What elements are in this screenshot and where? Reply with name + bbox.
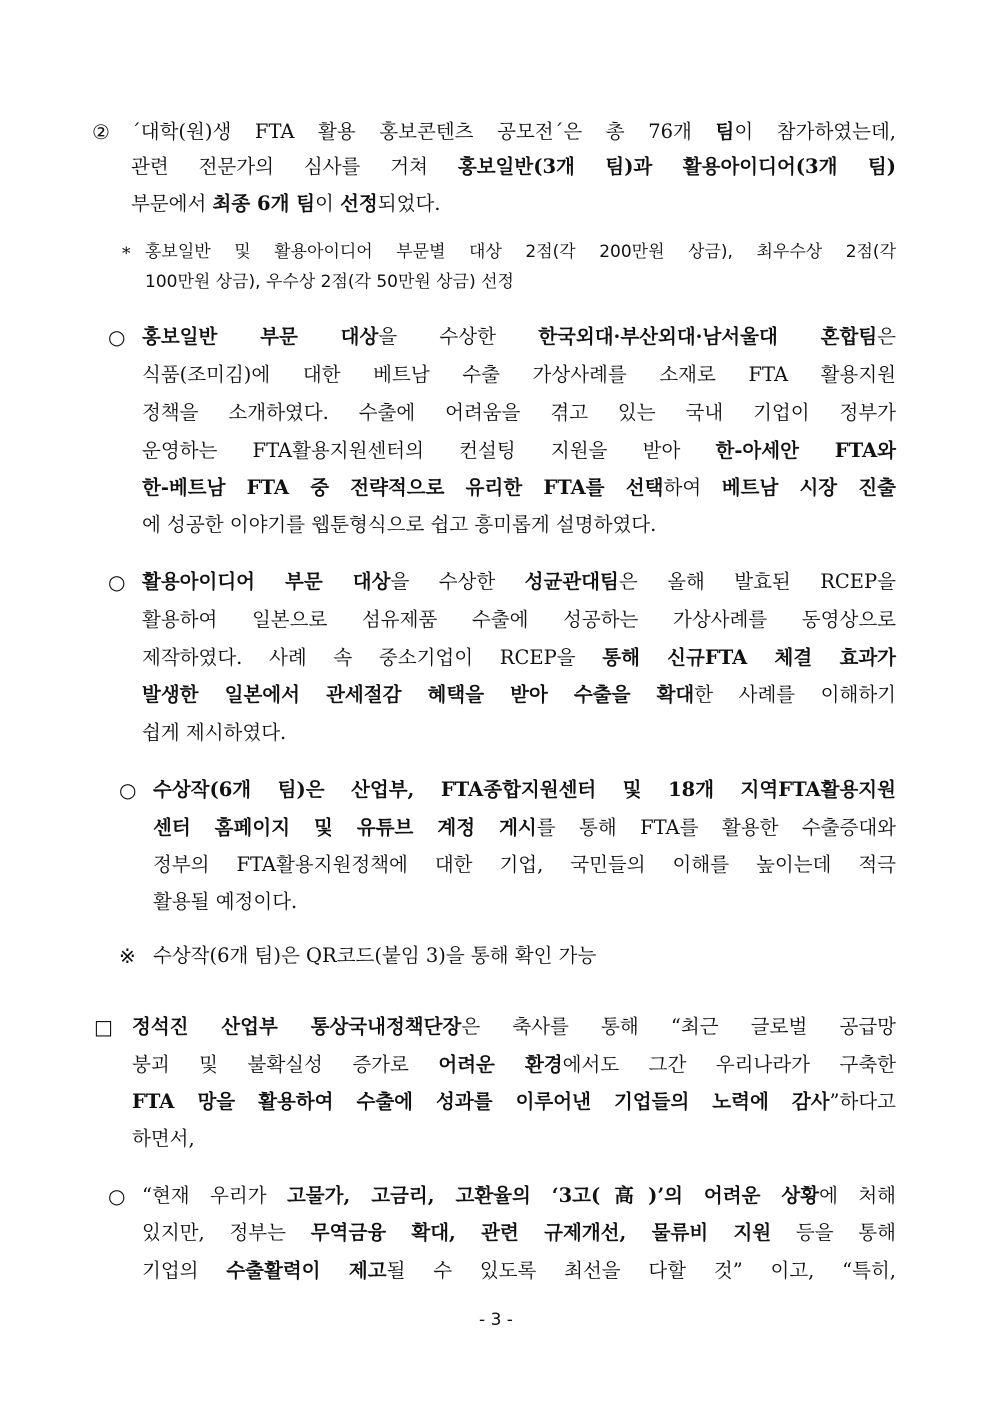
text-run: “현재 우리가: [142, 1184, 287, 1207]
item-2-line-3: [131, 189, 896, 219]
text-run: 있지만, 정부는: [142, 1221, 311, 1244]
text-run: 센터 홈페이지 및 유튜브 계정 게시: [153, 816, 537, 839]
text-run: 한-아세안 FTA와: [715, 439, 896, 462]
text-run: 팀: [715, 120, 735, 143]
text-run: 에서도 그간 우리나라가 구축한: [562, 1053, 897, 1076]
text-run: 활용아이디어 부문 대상: [142, 570, 391, 593]
text-run: 되었다.: [377, 192, 441, 215]
text-run: 은 올해 발효된 RCEP을: [618, 570, 896, 593]
text-run: 에 처해: [819, 1184, 896, 1207]
bullet-1-line-5: [142, 473, 896, 503]
reference-line-1: [153, 941, 896, 971]
text-run: 붕괴 및 불확실성 증가로: [132, 1053, 439, 1076]
text-run: 한국외대·부산외대·남서울대 혼합팀: [538, 325, 878, 348]
text-run: 에 성공한 이야기를 웹툰형식으로 쉽고 흥미롭게 설명하였다.: [142, 513, 657, 536]
text-run: 제작하였다. 사례 속 중소기업이 RCEP을: [142, 646, 603, 669]
section-line-1: [132, 1012, 896, 1042]
bullet-4-line-3: [142, 1256, 896, 1286]
text-run: 을 수상한: [390, 570, 525, 593]
bullet-3-line-1: [153, 775, 896, 805]
text-run: 을 수상한: [378, 325, 539, 348]
text-run: 성균관대팀: [524, 570, 619, 593]
section-line-3: [132, 1087, 896, 1117]
text-run: 홍보일반 부문 대상: [142, 325, 379, 348]
item-2-line-2: [131, 152, 896, 182]
text-run: 은 축사를 통해 “최근 글로벌 공급망: [461, 1015, 897, 1038]
text-run: 하여: [663, 476, 722, 499]
bullet-2-line-2: [142, 605, 896, 635]
text-run: 어려운 환경: [438, 1053, 563, 1076]
text-run: 한 사례를 이해하기: [694, 683, 897, 706]
page-number: - 3 -: [479, 1310, 513, 1330]
text-run: 수출활력이 제고: [226, 1259, 387, 1282]
text-run: 수상작(6개 팀)은 QR코드(붙임 3)을 통해 확인 가능: [153, 944, 597, 967]
footnote-marker: *: [122, 244, 131, 264]
bullet-2-line-5: [142, 718, 896, 748]
text-run: 베트남 시장 진출: [721, 476, 897, 499]
bullet-1-line-6: [142, 510, 896, 540]
bullet-1-line-4: [142, 436, 896, 466]
text-run: 홍보일반(3개 팀)과 활용아이디어(3개 팀): [457, 155, 896, 178]
bullet-1-line-1: [142, 322, 896, 352]
text-run: 정석진 산업부 통상국내정책단장: [132, 1015, 462, 1038]
section-marker: □: [94, 1015, 113, 1039]
text-run: 부문에서: [131, 192, 213, 215]
text-run: 등을 통해: [771, 1221, 896, 1244]
bullet-3-line-3: [153, 850, 896, 880]
text-run: 은: [877, 325, 896, 348]
text-run: 활용될 예정이다.: [153, 890, 298, 913]
text-run: 쉽게 제시하였다.: [142, 721, 287, 744]
section-line-2: [132, 1050, 896, 1080]
bullet-3-marker: ○: [119, 778, 137, 802]
bullet-4-marker: ○: [108, 1184, 126, 1208]
text-run: 통해 신규FTA 체결 효과가: [602, 646, 896, 669]
text-run: 정부의 FTA활용지원정책에 대한 기업, 국민들의 이해를 높이는데 적극: [153, 853, 896, 876]
text-run: 하면서,: [132, 1127, 195, 1150]
bullet-2-line-3: [142, 643, 896, 673]
bullet-2-line-4: [142, 680, 896, 710]
text-run: FTA 망을 활용하여 수출에 성과를 이루어낸 기업들의 노력에 감사: [132, 1090, 830, 1113]
text-run: 선정: [340, 192, 378, 215]
text-run: 를 통해 FTA를 활용한 수출증대와: [536, 816, 897, 839]
text-run: 운영하는 FTA활용지원센터의 컨설팅 지원을 받아: [142, 439, 716, 462]
text-run: 이: [315, 192, 341, 215]
text-run: 고물가, 고금리, 고환율의 ‘3고(高)’의 어려운 상황: [286, 1184, 820, 1207]
bullet-3-line-2: [153, 813, 896, 843]
bullet-4-line-2: [142, 1218, 896, 1248]
bullet-1-marker: ○: [108, 325, 126, 349]
bullet-3-line-4: [153, 887, 896, 917]
text-run: 한-베트남 FTA 중 전략적으로 유리한 FTA를 선택: [142, 476, 664, 499]
text-run: ´대학(원)생 FTA 활용 홍보콘텐츠 공모전´은 총 76개: [131, 120, 716, 143]
bullet-4-line-1: [142, 1181, 896, 1211]
text-run: 최종 6개 팀: [212, 192, 316, 215]
bullet-1-line-3: [142, 398, 896, 428]
text-run: 식품(조미김)에 대한 베트남 수출 가상사례를 소재로 FTA 활용지원: [142, 363, 896, 386]
reference-marker: ※: [119, 944, 136, 968]
text-run: 기업의: [142, 1259, 227, 1282]
bullet-2-line-1: [142, 567, 896, 597]
item-2-line-1: [131, 117, 896, 147]
section-line-4: [132, 1124, 896, 1154]
text-run: 관련 전문가의 심사를 거쳐: [131, 155, 458, 178]
text-run: 활용하여 일본으로 섬유제품 수출에 성공하는 가상사례를 동영상으로: [142, 608, 896, 631]
text-run: ”하다고: [829, 1090, 896, 1113]
footnote-line-1: 홍보일반 및 활용아이디어 부문별 대상 2점(각 200만원 상금), 최우수상 2점(각: [145, 242, 896, 262]
text-run: 정책을 소개하였다. 수출에 어려움을 겪고 있는 국내 기업이 정부가: [142, 401, 896, 424]
text-run: 수상작(6개 팀)은 산업부, FTA종합지원센터 및 18개 지역FTA활용지원: [153, 778, 896, 801]
footnote-line-2: 100만원 상금), 우수상 2점(각 50만원 상금) 선정: [145, 272, 514, 292]
bullet-2-marker: ○: [108, 570, 126, 594]
text-run: 될 수 있도록 최선을 다할 것” 이고, “특히,: [386, 1259, 896, 1282]
item-2-marker: ②: [92, 120, 110, 144]
text-run: 무역금융 확대, 관련 규제개선, 물류비 지원: [310, 1221, 772, 1244]
bullet-1-line-2: [142, 360, 896, 390]
text-run: 이 참가하였는데,: [734, 120, 896, 143]
text-run: 발생한 일본에서 관세절감 혜택을 받아 수출을 확대: [142, 683, 695, 706]
